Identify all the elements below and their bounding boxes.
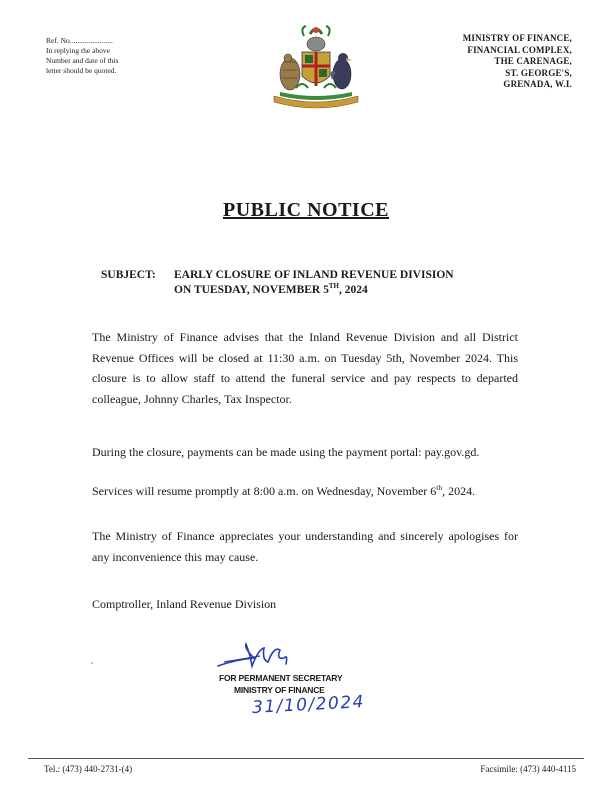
resume-year: , 2024. [442, 484, 476, 498]
address-line: MINISTRY OF FINANCE, [462, 33, 572, 43]
address-line: ST. GEORGE'S, [505, 67, 572, 78]
footer-divider [28, 758, 584, 759]
address-line: THE CARENAGE, [494, 56, 572, 66]
subject-line-2 [101, 283, 454, 298]
footer-telephone: Tel.: (473) 440-2731-(4) [44, 764, 133, 774]
signatory-title: Comptroller, Inland Revenue Division [92, 597, 277, 611]
scan-speck [91, 662, 93, 664]
subject-label: SUBJECT: [101, 269, 156, 281]
handwritten-date: 31/10/2024 [251, 692, 366, 718]
ref-line: letter should be quoted. [46, 66, 117, 75]
ref-line: Ref. No....................... [46, 36, 113, 45]
signature-line-1: FOR PERMANENT SECRETARY [219, 673, 343, 683]
resume-text: Services will resume promptly at 8:00 a.m. on Wednesday, November 6 [92, 484, 437, 498]
ref-line: Number and date of this [46, 56, 119, 65]
subject-text-1: EARLY CLOSURE OF INLAND REVENUE DIVISION [174, 269, 454, 281]
paragraph-closure-notice: The Ministry of Finance advises that the Inland Revenue Division and all District Revenue Offices will be closed at 11:30 a.m. on Tuesday 5th, November 2024. This closure is to allow staff to attend the funeral service and pay respects to departed colleague, Johnny Charles, Tax Inspector. [92, 330, 518, 406]
address-line: FINANCIAL COMPLEX, [467, 44, 572, 55]
resume-superscript: th [436, 483, 443, 492]
subject-superscript: TH [328, 282, 339, 291]
grenada-coat-of-arms-icon [266, 22, 366, 110]
ministry-address [463, 33, 572, 91]
paragraph-payment-portal: During the closure, payments can be made using the payment portal: pay.gov.gd. [92, 445, 480, 459]
subject-text-2: ON TUESDAY, NOVEMBER 5 [174, 284, 329, 296]
page-title: PUBLIC NOTICE [223, 199, 389, 221]
subject-block [101, 268, 454, 298]
reference-note [46, 36, 138, 76]
paragraph-resume [92, 481, 518, 502]
subject-line-1 [101, 268, 454, 283]
address-line: GRENADA, W.I. [503, 79, 572, 89]
paragraph-apology: The Ministry of Finance appreciates your understanding and sincerely apologises for any inconvenience this may cause. [92, 529, 518, 564]
footer-facsimile: Facsimile: (473) 440-4115 [480, 764, 576, 774]
subject-year: , 2024 [339, 284, 368, 296]
signature-line-2: MINISTRY OF FINANCE [234, 685, 325, 695]
ref-line: In replying the above [46, 46, 110, 55]
